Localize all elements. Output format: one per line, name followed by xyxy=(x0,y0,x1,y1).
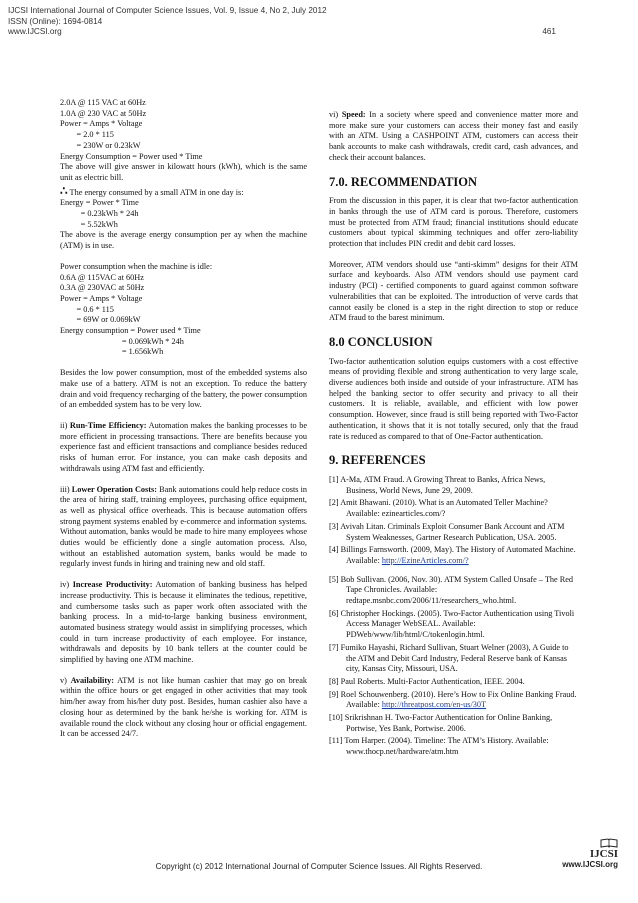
item-label: v) xyxy=(60,675,71,685)
calc-line: 2.0A @ 115 VAC at 60Hz xyxy=(60,98,146,107)
right-column xyxy=(329,110,578,760)
reference-item xyxy=(329,609,578,641)
logo-url: www.IJCSI.org xyxy=(562,860,618,869)
calc-line: 0.6A @ 115VAC at 60Hz xyxy=(60,272,144,282)
energy-note: The above is the average energy consumption per ay when the machine (ATM) is in use. xyxy=(60,230,307,251)
calc-line: = 69W or 0.069kW xyxy=(60,315,141,325)
item-label: vi) xyxy=(329,110,342,119)
reference-text: [8] Paul Roberts. Multi-Factor Authentication, IEEE. 2004. xyxy=(329,676,525,686)
reference-item xyxy=(329,545,578,566)
reference-item xyxy=(329,713,578,734)
calc-line: Energy = Power * Time xyxy=(60,198,139,208)
section-heading-recommendation: 7.0. RECOMMENDATION xyxy=(329,174,478,189)
reference-item xyxy=(329,643,578,675)
reference-item xyxy=(329,677,578,688)
runtime-efficiency-paragraph xyxy=(60,421,307,475)
header-issn-line: ISSN (Online): 1694-0814 xyxy=(8,16,103,26)
item-text: ATM is not like human cashier that may go on break within the office hours or get engaged in other activities that may took him/her away from his/her duty post. Besides, human cashier also have a closing hour as determined by the bank he/she is working for. ATM is available round the clock without any closing hour or official engagement. It can be accessed 24/7. xyxy=(60,675,308,739)
calc-line: Energy Consumption = Power used * Time xyxy=(60,151,203,161)
item-heading: Increase Productivity: xyxy=(72,580,153,590)
item-text: Bank automations could help reduce costs in the area of hiring staff, training employees, purchasing office equipment, as well as physical office overheads. This is because automation offers strong payment systems enabled by e-commerce and information systems. Without automation, banks would be made to hire many employees whose duties would be efficiently done a single automation process. Also, without an established automation system, banks would be made to regularly invest funds in hiring and training new and old staff. xyxy=(60,484,307,569)
journal-header xyxy=(8,6,327,38)
item-label: iii) xyxy=(60,484,72,494)
recommendation-paragraph-2: Moreover, ATM vendors should use “anti-skimm” designs for their ATM surface and keyboards. Also ATM vendors should use payment card industry (PCI) - certified components to guard against common software vulnerabilities that can be exploited. The introduction of verve cards that cannot easily be cloned is a step in the right direction to stop or reduce ATM fraud to the barest minimum. xyxy=(329,259,578,323)
reference-text: [10] Srikrishnan H. Two-Factor Authentication for Online Banking, Portwise, Yes Bank, Portwise. 2006. xyxy=(329,713,553,733)
copyright-footer: Copyright (c) 2012 International Journal of Computer Science Issues. All Rights Reserved. xyxy=(155,862,483,871)
calc-line: = 2.0 * 115 xyxy=(60,130,114,140)
reference-item xyxy=(329,522,578,543)
conclusion-paragraph: Two-factor authentication solution equips customers with a cost effective means of providing flexible and strong authentication to very large scale, diverse audiences both inside and outside of your infrastructure. ATM has helped the banking sector to offer security and privacy to all their customers. It is reliable, available, and efficient with low power consumption. However, since fraud is still being reported with Two-Factor authentication, it shows that it is not totally secured, only that the fraud rate is reduced as compared to that of One-Factor authentication. xyxy=(329,356,578,441)
calc-line: = 230W or 0.23kW xyxy=(60,140,141,150)
reference-text: [6] Christopher Hockings. (2005). Two-Factor Authentication using Tivoli Access Manager WebSEAL. Available: PDWeb/www/lib/html/C/tokenlogin.html. xyxy=(329,608,575,640)
availability-paragraph xyxy=(60,676,307,740)
reference-text: [3] Avivah Litan. Criminals Exploit Consumer Bank Account and ATM System Weaknesses, Gartner Research Publication, USA. 2005. xyxy=(329,521,565,542)
battery-paragraph: Besides the low power consumption, most of the embedded systems also make use of a battery. ATM is not an exception. To reduce the battery drain and void frequency recharging of the battery, the power consumption of an embedded system has to be very low. xyxy=(60,368,307,410)
section-heading-references: 9. REFERENCES xyxy=(329,453,426,468)
therefore-line xyxy=(60,183,307,199)
calc-block-energy xyxy=(60,198,307,230)
calc-line: 0.3A @ 230VAC at 50Hz xyxy=(60,283,145,293)
calc-line: 1.0A @ 230 VAC at 50Hz xyxy=(60,108,147,118)
calc-note: The above will give answer in kilowatt hours (kWh), which is the same unit as electric bill. xyxy=(60,162,307,182)
reference-link[interactable]: http://EzineArticles.com/? xyxy=(381,555,469,565)
reference-text: [2] Amit Bhawani. (2010). What is an Automated Teller Machine? Available: ezinearticles.com/? xyxy=(329,498,548,519)
reference-text: [11] Tom Harper. (2004). Timeline: The ATM’s History. Available: www.thocp.net/hardware/atm.htm xyxy=(329,736,549,757)
page-number: 461 xyxy=(542,27,556,36)
reference-item xyxy=(329,475,578,496)
calc-line: Power = Amps * Voltage xyxy=(60,119,143,129)
calc-line: = 0.069kWh * 24h xyxy=(60,336,184,346)
item-label: iv) xyxy=(60,580,73,590)
book-icon xyxy=(600,838,618,848)
calc-block-idle xyxy=(60,273,307,359)
speed-paragraph xyxy=(329,110,578,164)
therefore-symbol: ∴ xyxy=(60,183,68,198)
reference-list xyxy=(329,475,578,758)
calc-line: = 1.656kWh xyxy=(60,347,164,357)
left-column xyxy=(60,98,307,740)
item-heading: Speed: xyxy=(341,110,366,119)
reference-item xyxy=(329,690,578,711)
header-website-line: www.IJCSI.org xyxy=(8,27,62,37)
reference-text: [5] Bob Sullivan. (2006, Nov. 30). ATM System Called Unsafe – The Red Tape Chronicles. Available: redtape.msnbc.com/2006/11/researchers_who.html. xyxy=(329,574,574,606)
item-heading: Availability: xyxy=(70,675,114,685)
calc-line: = 5.52kWh xyxy=(60,219,118,229)
calc-block-power xyxy=(60,98,307,162)
calc-line: = 0.6 * 115 xyxy=(60,304,114,314)
reference-text: [9] Roel Schouwenberg. (2010). Here’s How to Fix Online Banking Fraud. Available: xyxy=(329,689,577,710)
reference-text: [4] Billings Farnsworth. (2009, May). The History of Automated Machine. Available: xyxy=(329,545,576,565)
reference-item xyxy=(329,736,578,757)
item-label: ii) xyxy=(60,420,70,430)
calc-line: Power = Amps * Voltage xyxy=(60,293,143,303)
calc-line: = 0.23kWh * 24h xyxy=(60,209,139,219)
idle-title: Power consumption when the machine is idle: xyxy=(60,261,213,271)
reference-item xyxy=(329,575,578,607)
reference-text: [1] A-Ma, ATM Fraud. A Growing Threat to Banks, Africa News, Business, World News, June 29, 2009. xyxy=(329,474,546,495)
item-text: In a society where speed and convenience matter more and more make sure your customers can access their money fast and easily with an ATM. Using a CASHPOINT ATM, customers can access their bank accounts to make cash withdrawals, credit card, cash advances, and check their account balances. xyxy=(329,110,578,162)
recommendation-paragraph-1: From the discussion in this paper, it is clear that two-factor authentication in banks through the use of ATM card is porous. Therefore, customers must be protected from ATM fraud; financial institutions should educate customers about typical skimming techniques and offer zero-liability protection that includes PIN credit and debit card losses. xyxy=(329,196,578,249)
item-text: Automation makes the banking processes to be more efficient in processing transactions. There are benefits because you experience fast and efficient transactions and compliance besides reduced risks of human error. For instance, you can make cash deposits and withdrawals using ATM fast and efficiently. xyxy=(60,420,307,473)
item-heading: Run-Time Efficiency: xyxy=(69,420,147,430)
section-heading-conclusion: 8.0 CONCLUSION xyxy=(329,334,433,349)
operation-costs-paragraph xyxy=(60,485,307,571)
header-journal-line: IJCSI International Journal of Computer Science Issues, Vol. 9, Issue 4, No 2, July 2012 xyxy=(8,6,327,15)
item-text: Automation of banking business has helped increase productivity. This is because it eliminates the tedious, repetitive, and cumbersome tasks such as paper work often associated with the banking process. In a mid-to-large banking business environment, automated business strategy would assist in simplifying processes, which could in turn increase productivity of each employee. For instance, withdrawals and deposits by 10 bank tellers at the counter could be simplified by having one ATM machine. xyxy=(60,580,308,665)
calc-line: Energy consumption = Power used * Time xyxy=(60,326,201,336)
reference-item xyxy=(329,498,578,519)
productivity-paragraph xyxy=(60,580,307,666)
reference-link[interactable]: http://threatpost.com/en-us/30T xyxy=(381,700,487,710)
reference-text: [7] Fumiko Hayashi, Richard Sullivan, Stuart Welner (2003), A Guide to the ATM and Debit Card Industry, Federal Reserve bank of Kansas city, Kansas City, Missouri, USA. xyxy=(329,642,569,674)
therefore-text: The energy consumed by a small ATM in one day is: xyxy=(67,187,244,197)
item-heading: Lower Operation Costs: xyxy=(71,484,157,494)
logo-text: IJCSI xyxy=(589,848,618,860)
